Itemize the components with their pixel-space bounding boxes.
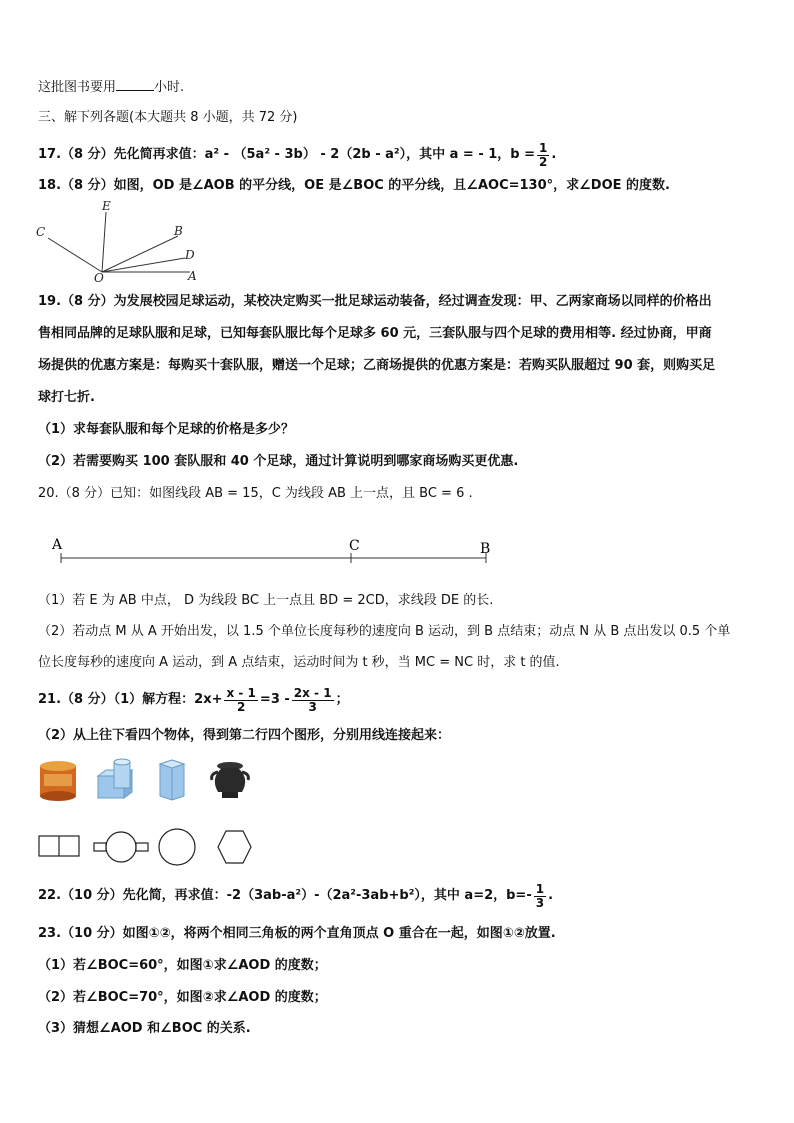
label-c: C	[36, 225, 46, 239]
text: 这批图书要用	[38, 80, 117, 95]
question-21	[38, 680, 349, 720]
ray-ob	[102, 236, 178, 272]
hexagonal-prism-object	[160, 760, 184, 800]
label-d: D	[185, 248, 195, 262]
question-23: 23.（10 分）如图①②，将两个相同三角板的两个直角顶点 O 重合在一起，如图①②放置.	[38, 926, 556, 941]
question-text: =3 -	[259, 692, 290, 707]
question-22	[38, 876, 553, 916]
question-text: 17.（8 分）先化简再求值：a² - （5a² - 3b） - 2（2b - a²），其中 a = - 1，b =	[38, 147, 536, 162]
fraction	[224, 687, 257, 714]
label-a: A	[52, 537, 63, 553]
question-21-part-2: （2）从上往下看四个物体，得到第二行四个图形，分别用线连接起来：	[38, 728, 451, 743]
question-19-part-1: （1）求每套队服和每个足球的价格是多少？	[38, 422, 295, 437]
fraction	[534, 883, 546, 910]
question-19-part-2: （2）若需要购买 100 套队服和 40 个足球，通过计算说明到哪家商场购买更优惠.	[38, 454, 519, 469]
answer-blank[interactable]	[116, 76, 154, 91]
question-text: 22.（10 分）先化简，再求值：-2（3ab-a²）-（2a²-3ab+b²），其中 a=2，b=-	[38, 888, 532, 903]
ray-oc	[48, 238, 102, 272]
question-19-line-3: 场提供的优惠方案是：每购买十套队服，赠送一个足球；乙商场提供的优惠方案是：若购买队服超过 90 套，则购买足	[38, 358, 716, 373]
fraction	[537, 142, 549, 169]
question-text: 21.（8 分）（1）解方程：2x+	[38, 692, 223, 707]
question-20-part-1: （1）若 E 为 AB 中点， D 为线段 BC 上一点且 BD = 2CD，求线段 DE 的长.	[38, 593, 494, 608]
label-o: O	[94, 271, 104, 282]
denominator: 3	[308, 699, 317, 714]
label-a: A	[188, 269, 197, 282]
views-row	[34, 826, 264, 870]
denominator: 3	[535, 895, 545, 910]
hexagon-view	[218, 831, 251, 863]
label-b: B	[174, 224, 183, 238]
numerator: x - 1	[226, 685, 256, 700]
box-cylinder-object	[98, 759, 132, 798]
section-heading: 三、解下列各题(本大题共 8 小题，共 72 分)	[38, 110, 298, 125]
numerator: 1	[535, 881, 545, 896]
question-17	[38, 138, 556, 172]
label-b: B	[480, 541, 491, 557]
question-20-part-2-line-2: 位长度每秒的速度向 A 运动，到 A 点结束，运动时间为 t 秒，当 MC = NC 时，求 t 的值.	[38, 655, 560, 670]
question-18: 18.（8 分）如图，OD 是∠AOB 的平分线，OE 是∠BOC 的平分线，且∠AOC=130°，求∠DOE 的度数.	[38, 178, 670, 193]
tin-can-object	[40, 761, 76, 801]
left-tab	[94, 843, 106, 851]
segment-figure-20	[40, 532, 510, 572]
fill-blank-line	[38, 76, 184, 98]
ray-od	[102, 258, 185, 272]
question-20: 20.（8 分）已知：如图线段 AB = 15，C 为线段 AB 上一点，且 BC = 6 .	[38, 486, 473, 501]
ray-oe	[102, 212, 106, 272]
question-23-part-2: （2）若∠BOC=70°，如图②求∠AOD 的度数；	[38, 990, 327, 1005]
question-text: ；	[335, 692, 349, 707]
label-c: C	[349, 538, 360, 554]
right-tab	[136, 843, 148, 851]
fraction	[292, 687, 334, 714]
question-19-line-2: 售相同品牌的足球队服和足球，已知每套队服比每个足球多 60 元，三套队服与四个足球的费用相等. 经过协商，甲商	[38, 326, 712, 341]
question-19-line-4: 球打七折.	[38, 390, 95, 405]
numerator: 2x - 1	[293, 685, 332, 700]
text: 小时.	[154, 80, 185, 95]
denominator: 2	[237, 699, 246, 714]
denominator: 2	[539, 154, 548, 169]
angle-figure-18	[30, 198, 210, 282]
question-text: .	[551, 147, 557, 162]
question-19-line-1: 19.（8 分）为发展校园足球运动，某校决定购买一批足球运动装备，经过调查发现：甲、乙两家商场以同样的价格出	[38, 294, 712, 309]
circle-with-tabs-view	[106, 832, 136, 862]
question-23-part-3: （3）猜想∠AOD 和∠BOC 的关系.	[38, 1021, 251, 1036]
question-text: .	[548, 888, 554, 903]
vase-object	[212, 762, 249, 798]
question-20-part-2-line-1: （2）若动点 M 从 A 开始出发，以 1.5 个单位长度每秒的速度向 B 运动，到 B 点结束；动点 N 从 B 点出发以 0.5 个单	[38, 624, 731, 639]
question-23-part-1: （1）若∠BOC=60°，如图①求∠AOD 的度数；	[38, 958, 327, 973]
numerator: 1	[539, 140, 548, 155]
label-e: E	[102, 199, 111, 213]
objects-row	[34, 756, 264, 806]
circle-view	[159, 829, 195, 865]
